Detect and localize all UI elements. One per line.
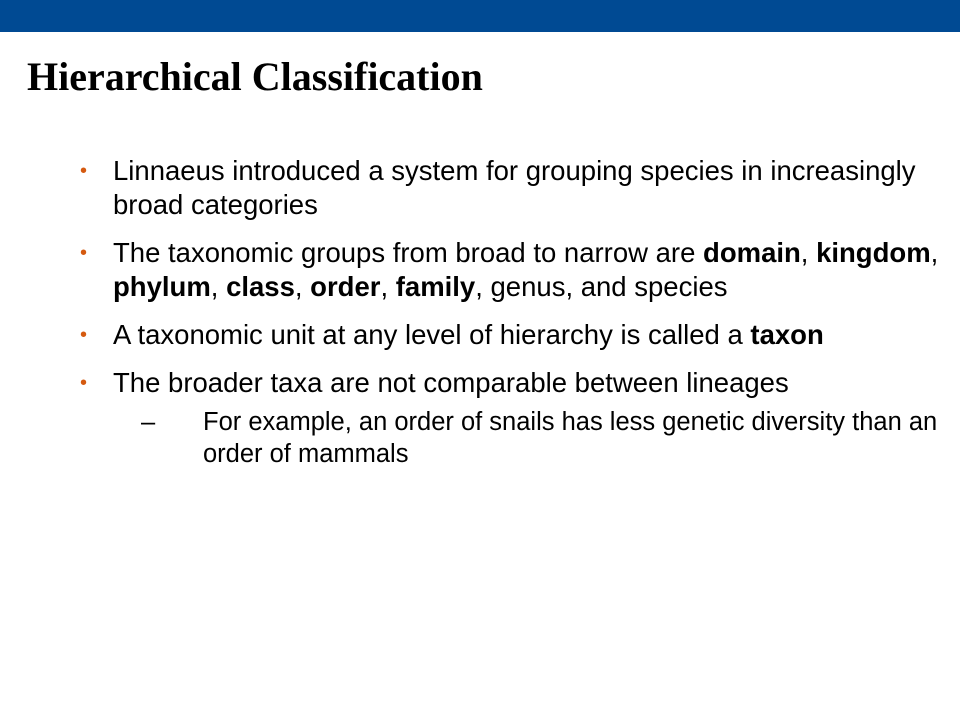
sub-bullet-text: For example, an order of snails has less genetic diversity than an order of mammals [203,408,938,468]
term-taxon: taxon [750,319,824,350]
slide-title: Hierarchical Classification [27,54,483,99]
text-run: A taxonomic unit at any level of hierarchy is called a [113,319,751,350]
sub-bullet-marker: – [141,408,156,436]
separator: , [930,237,939,268]
separator: , [380,271,396,302]
bullet-item-taxon [80,318,950,352]
sub-bullet-list [113,406,950,470]
term-class: class [226,271,295,302]
bullet-text: Linnaeus introduced a system for grouping species in increasingly broad categories [113,155,916,220]
bullet-marker: • [80,372,88,394]
term-family: family [395,271,476,302]
term-order: order [310,271,381,302]
bullet-marker: • [80,160,88,182]
term-domain: domain [703,237,801,268]
text-run: genus, and species [482,271,728,302]
sub-bullet-item-example [141,406,950,470]
term-kingdom: kingdom [816,237,931,268]
bullet-marker: • [80,242,88,264]
bullet-list [80,154,950,484]
separator: , [294,271,311,302]
bullet-item-grouping-system [80,154,950,222]
bullet-item-taxonomic-groups [80,236,950,304]
separator: , [210,271,227,302]
bullet-text: The broader taxa are not comparable between lineages [113,367,789,398]
header-bar [0,0,960,32]
bullet-item-broader-taxa [80,366,950,470]
bullet-text [113,319,824,350]
bullet-text [113,237,938,302]
bullet-marker: • [80,324,88,346]
separator: , [800,237,817,268]
separator: , [475,271,483,302]
text-run: The taxonomic groups from broad to narrow are [113,237,704,268]
term-phylum: phylum [113,271,211,302]
